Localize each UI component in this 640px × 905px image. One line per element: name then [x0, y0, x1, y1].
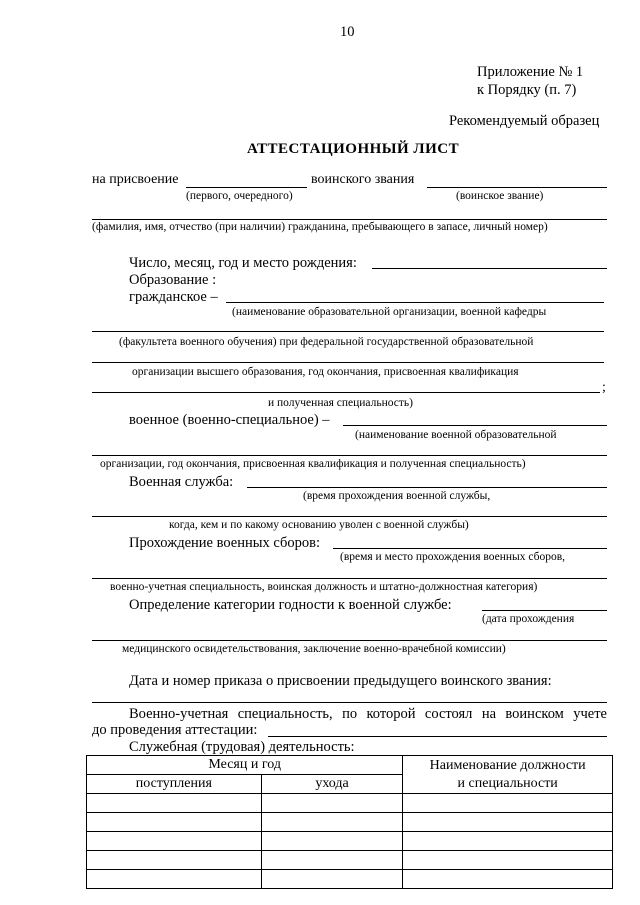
- service-line-2: [92, 516, 607, 517]
- training-hint-1: (время и место прохождения военных сборов,: [340, 551, 566, 563]
- assignment-middle: воинского звания: [311, 172, 415, 187]
- birth-line: [372, 268, 607, 269]
- table-row: [87, 851, 613, 870]
- service-label: Военная служба:: [129, 474, 234, 490]
- training-line: [333, 548, 607, 549]
- civil-education-label: гражданское –: [129, 289, 218, 305]
- order-label: Дата и номер приказа о присвоении предыдущего воинского звания:: [129, 673, 552, 689]
- civil-line: [226, 302, 604, 303]
- military-line: [343, 425, 607, 426]
- civil-hint-1: (наименование образовательной организации, военной кафедры: [232, 306, 547, 318]
- service-table: [86, 755, 613, 889]
- civil-line-2: [92, 331, 604, 332]
- semicolon: ;: [602, 380, 606, 395]
- month-year-header: Месяц и год: [87, 756, 403, 775]
- rank-line: [427, 187, 607, 188]
- assignment-prefix: на присвоение: [92, 172, 179, 187]
- specialty-line-1: Военно-учетная специальность, по которой состоял на воинском учете: [129, 706, 607, 722]
- hint-order: (первого, очередного): [186, 190, 293, 202]
- fitness-hint-2: медицинского освидетельствования, заключение военно-врачебной комиссии): [122, 643, 506, 655]
- hint-fio: (фамилия, имя, отчество (при наличии) гражданина, пребывающего в запасе, личный номер): [92, 221, 548, 233]
- fitness-label: Определение категории годности к военной службе:: [129, 597, 452, 613]
- military-education-label: военное (военно-специальное) –: [129, 412, 330, 428]
- table-row: [87, 813, 613, 832]
- fitness-line: [482, 610, 607, 611]
- table-header-row: [87, 756, 613, 775]
- appendix-line1: Приложение № 1: [477, 64, 584, 80]
- recommended-label: Рекомендуемый образец: [449, 113, 600, 129]
- position-header-line1: Наименование должности: [429, 757, 586, 773]
- service-line: [247, 487, 607, 488]
- birth-label: Число, месяц, год и место рождения:: [129, 255, 357, 271]
- order-line: [186, 187, 307, 188]
- training-hint-2: военно-учетная специальность, воинская должность и штатно-должностная категория): [110, 581, 538, 593]
- hint-rank: (воинское звание): [456, 190, 544, 202]
- entry-header: поступления: [87, 775, 262, 794]
- military-hint-2: организации, год окончания, присвоенная квалификация и полученная специальность): [100, 458, 526, 470]
- specialty-answer-line: [268, 736, 607, 737]
- fitness-line-2: [92, 640, 607, 641]
- civil-line-3: [92, 362, 604, 363]
- fio-line: [92, 219, 607, 220]
- military-line-2: [92, 455, 607, 456]
- position-header: [403, 756, 613, 794]
- training-line-2: [92, 578, 607, 579]
- position-header-line2: и специальности: [457, 775, 558, 791]
- civil-hint-3: организации высшего образования, год окончания, присвоенная квалификация: [132, 366, 519, 378]
- specialty-line-2: до проведения аттестации:: [92, 722, 258, 738]
- document-title: АТТЕСТАЦИОННЫЙ ЛИСТ: [247, 141, 460, 157]
- leave-header: ухода: [261, 775, 403, 794]
- page-number: 10: [340, 24, 355, 40]
- education-label: Образование :: [129, 272, 217, 288]
- civil-line-4: [92, 392, 600, 393]
- order-date-line: [92, 702, 607, 703]
- civil-hint-2: (факультета военного обучения) при федеральной государственной образовательной: [119, 336, 534, 348]
- service-hint-1: (время прохождения военной службы,: [303, 490, 491, 502]
- military-hint-1: (наименование военной образовательной: [355, 429, 557, 441]
- appendix-line2: к Порядку (п. 7): [477, 82, 577, 98]
- table-row: [87, 794, 613, 813]
- table-row: [87, 832, 613, 851]
- table-row: [87, 870, 613, 889]
- work-label: Служебная (трудовая) деятельность:: [129, 739, 355, 755]
- service-hint-2: когда, кем и по какому основанию уволен с военной службы): [169, 519, 469, 531]
- fitness-hint-1: (дата прохождения: [482, 613, 575, 625]
- civil-hint-4: и полученная специальность): [268, 397, 413, 409]
- training-label: Прохождение военных сборов:: [129, 535, 320, 551]
